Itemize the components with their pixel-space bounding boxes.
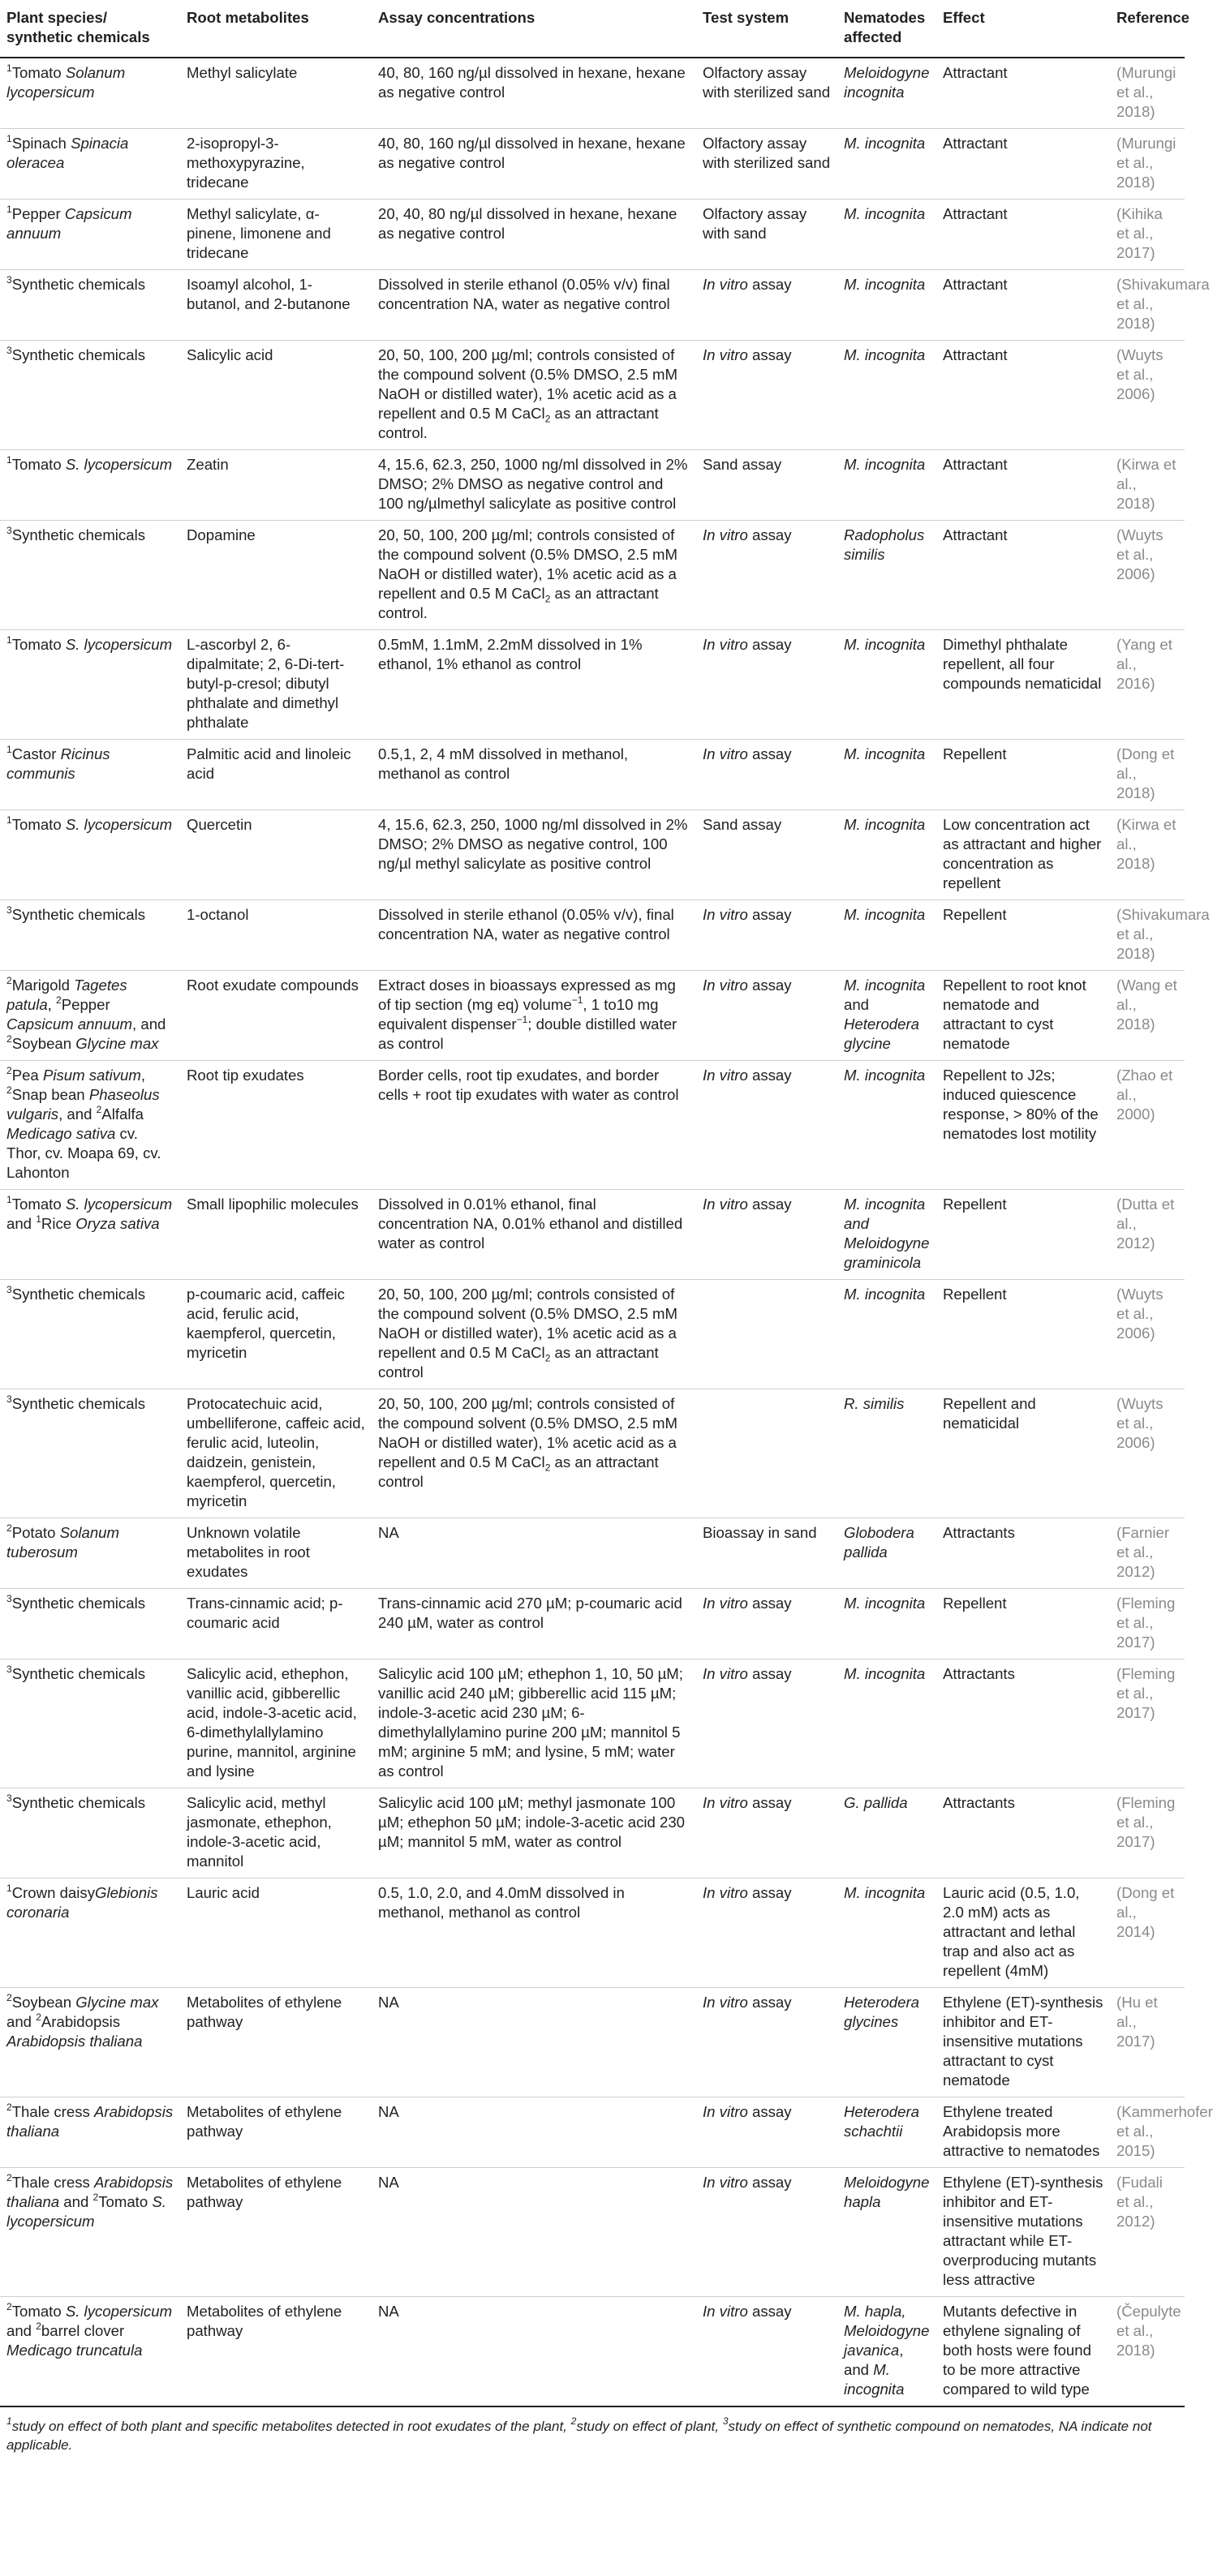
cell-reference: (Fudali et al., 2012) (1110, 2168, 1185, 2297)
cell-reference: (Murungi et al., 2018) (1110, 129, 1185, 200)
cell-effect: Ethylene (ET)-synthesis inhibitor and ET-insensitive mutations attractant while ET-overproducing mutants less attractive (936, 2168, 1110, 2297)
cell-assay-concentrations: 40, 80, 160 ng/µl dissolved in hexane, hexane as negative control (372, 58, 696, 129)
cell-nematodes-affected: M. incognita (837, 450, 936, 521)
cell-effect: Mutants defective in ethylene signaling of both hosts were found to be more attractive compared to wild type (936, 2297, 1110, 2407)
cell-assay-concentrations: Dissolved in sterile ethanol (0.05% v/v), final concentration NA, water as negative control (372, 900, 696, 971)
cell-effect: Repellent (936, 1280, 1110, 1389)
cell-root-metabolites: Small lipophilic molecules (180, 1190, 372, 1280)
cell-effect: Repellent (936, 900, 1110, 971)
cell-reference: (Dong et al., 2018) (1110, 740, 1185, 810)
cell-test-system: In vitro assay (696, 1878, 837, 1988)
cell-effect: Attractant (936, 341, 1110, 450)
table-row (0, 1061, 1185, 1190)
cell-plant-species: $^1$Pepper Capsicum annuum (0, 200, 180, 270)
cell-effect: Ethylene treated Arabidopsis more attractive to nematodes (936, 2097, 1110, 2168)
cell-plant-species: $^3$Synthetic chemicals (0, 1788, 180, 1878)
cell-root-metabolites: 1-octanol (180, 900, 372, 971)
cell-plant-species: $^1$Castor Ricinus communis (0, 740, 180, 810)
cell-assay-concentrations: Extract doses in bioassays expressed as mg of tip section (mg eq) volume$^{-1}$, 1 to10 mg equivalent dispenser$^{-1}$; double distilled water as control (372, 971, 696, 1061)
table-row (0, 1988, 1185, 2097)
cell-reference: (Kirwa et al., 2018) (1110, 810, 1185, 900)
cell-test-system: In vitro assay (696, 740, 837, 810)
table-row (0, 1190, 1185, 1280)
cell-plant-species: $^3$Synthetic chemicals (0, 1389, 180, 1518)
cell-reference: (Kirwa et al., 2018) (1110, 450, 1185, 521)
cell-assay-concentrations: 20, 50, 100, 200 µg/ml; controls consisted of the compound solvent (0.5% DMSO, 2.5 mM NaOH or distilled water), 1% acetic acid as a repellent and 0.5 M CaCl$_2$ as an attractant control (372, 1280, 696, 1389)
cell-effect: Attractant (936, 200, 1110, 270)
cell-plant-species: $^1$Tomato S. lycopersicum (0, 810, 180, 900)
cell-nematodes-affected: M. incognita (837, 270, 936, 341)
cell-root-metabolites: Salicylic acid, ethephon, vanillic acid, gibberellic acid, indole-3-acetic acid, 6-dimethylallylamino purine, mannitol, arginine and lysine (180, 1659, 372, 1788)
cell-plant-species: $^2$Thale cress Arabidopsis thaliana (0, 2097, 180, 2168)
cell-reference: (Hu et al., 2017) (1110, 1988, 1185, 2097)
cell-nematodes-affected: Radopholus similis (837, 521, 936, 630)
cell-assay-concentrations: Salicylic acid 100 µM; ethephon 1, 10, 50 µM; vanillic acid 240 µM; gibberellic acid 115 µM; indole-3-acetic acid 230 µM; 6-dimethylallylamino purine 200 µM; mannitol 5 mM; arginine 5 mM; and lysine, 5 mM; water as control (372, 1659, 696, 1788)
cell-plant-species: $^1$Tomato S. lycopersicum and $^1$Rice Oryza sativa (0, 1190, 180, 1280)
cell-test-system: In vitro assay (696, 1659, 837, 1788)
cell-nematodes-affected: M. incognita (837, 630, 936, 740)
cell-root-metabolites: Quercetin (180, 810, 372, 900)
cell-effect: Attractant (936, 270, 1110, 341)
cell-plant-species: $^2$Pea Pisum sativum, $^2$Snap bean Phaseolus vulgaris, and $^2$Alfalfa Medicago sativa cv. Thor, cv. Moapa 69, cv. Lahonton (0, 1061, 180, 1190)
cell-reference: (Yang et al., 2016) (1110, 630, 1185, 740)
cell-test-system: In vitro assay (696, 630, 837, 740)
cell-nematodes-affected: M. hapla, Meloidogyne javanica, and M. incognita (837, 2297, 936, 2407)
cell-test-system: In vitro assay (696, 2168, 837, 2297)
cell-test-system: Olfactory assay with sterilized sand (696, 58, 837, 129)
cell-reference: (Wuyts et al., 2006) (1110, 521, 1185, 630)
table-row (0, 740, 1185, 810)
cell-effect: Repellent (936, 740, 1110, 810)
table-row (0, 1518, 1185, 1589)
cell-nematodes-affected: M. incognita (837, 810, 936, 900)
cell-plant-species: $^3$Synthetic chemicals (0, 1659, 180, 1788)
table-row (0, 270, 1185, 341)
cell-nematodes-affected: M. incognita and Heterodera glycine (837, 971, 936, 1061)
cell-reference: (Wuyts et al., 2006) (1110, 1389, 1185, 1518)
cell-test-system: Olfactory assay with sand (696, 200, 837, 270)
cell-plant-species: $^3$Synthetic chemicals (0, 1589, 180, 1659)
cell-root-metabolites: Metabolites of ethylene pathway (180, 2297, 372, 2407)
cell-assay-concentrations: Border cells, root tip exudates, and border cells + root tip exudates with water as control (372, 1061, 696, 1190)
cell-nematodes-affected: M. incognita (837, 1878, 936, 1988)
cell-plant-species: $^2$Soybean Glycine max and $^2$Arabidopsis Arabidopsis thaliana (0, 1988, 180, 2097)
table-row (0, 1389, 1185, 1518)
cell-reference: (Shivakumara et al., 2018) (1110, 270, 1185, 341)
cell-reference: (Fleming et al., 2017) (1110, 1589, 1185, 1659)
table-row (0, 1589, 1185, 1659)
cell-root-metabolites: Methyl salicylate (180, 58, 372, 129)
cell-effect: Attractant (936, 58, 1110, 129)
cell-assay-concentrations: 20, 50, 100, 200 µg/ml; controls consisted of the compound solvent (0.5% DMSO, 2.5 mM NaOH or distilled water), 1% acetic acid as a repellent and 0.5 M CaCl$_2$ as an attractant control. (372, 521, 696, 630)
table-row (0, 630, 1185, 740)
header-effect: Effect (936, 0, 1110, 58)
table-row (0, 2097, 1185, 2168)
cell-effect: Low concentration act as attractant and higher concentration as repellent (936, 810, 1110, 900)
cell-plant-species: $^1$Tomato S. lycopersicum (0, 630, 180, 740)
cell-assay-concentrations: 0.5mM, 1.1mM, 2.2mM dissolved in 1% ethanol, 1% ethanol as control (372, 630, 696, 740)
cell-assay-concentrations: 0.5, 1.0, 2.0, and 4.0mM dissolved in methanol, methanol as control (372, 1878, 696, 1988)
table-footnote: $^1$study on effect of both plant and specific metabolites detected in root exudates of the plant, $^2$study on effect of plant, $^3$study on effect of synthetic compound on nematodes, NA indicate not applicable. (6, 2415, 1152, 2453)
cell-reference: (Dutta et al., 2012) (1110, 1190, 1185, 1280)
cell-root-metabolites: Trans-cinnamic acid; p-coumaric acid (180, 1589, 372, 1659)
cell-test-system: In vitro assay (696, 900, 837, 971)
cell-plant-species: $^1$Tomato Solanum lycopersicum (0, 58, 180, 129)
cell-nematodes-affected: M. incognita and Meloidogyne graminicola (837, 1190, 936, 1280)
header-plant-species: Plant species/ synthetic chemicals (0, 0, 180, 58)
cell-plant-species: $^3$Synthetic chemicals (0, 521, 180, 630)
cell-reference: (Dong et al., 2014) (1110, 1878, 1185, 1988)
cell-nematodes-affected: Globodera pallida (837, 1518, 936, 1589)
cell-reference: (Farnier et al., 2012) (1110, 1518, 1185, 1589)
cell-reference: (Fleming et al., 2017) (1110, 1659, 1185, 1788)
cell-root-metabolites: Salicylic acid, methyl jasmonate, ethephon, indole-3-acetic acid, mannitol (180, 1788, 372, 1878)
cell-test-system: In vitro assay (696, 971, 837, 1061)
cell-root-metabolites: 2-isopropyl-3-methoxypyrazine, tridecane (180, 129, 372, 200)
cell-test-system: In vitro assay (696, 2297, 837, 2407)
cell-assay-concentrations: 20, 40, 80 ng/µl dissolved in hexane, hexane as negative control (372, 200, 696, 270)
table-row (0, 521, 1185, 630)
cell-test-system (696, 1280, 837, 1389)
cell-root-metabolites: Root tip exudates (180, 1061, 372, 1190)
cell-plant-species: $^1$Tomato S. lycopersicum (0, 450, 180, 521)
cell-test-system: In vitro assay (696, 1788, 837, 1878)
cell-assay-concentrations: Trans-cinnamic acid 270 µM; p-coumaric acid 240 µM, water as control (372, 1589, 696, 1659)
cell-test-system: Sand assay (696, 450, 837, 521)
table-row (0, 1788, 1185, 1878)
table-row (0, 341, 1185, 450)
cell-assay-concentrations: 40, 80, 160 ng/µl dissolved in hexane, hexane as negative control (372, 129, 696, 200)
header-nematodes-affected: Nematodes affected (837, 0, 936, 58)
cell-root-metabolites: Root exudate compounds (180, 971, 372, 1061)
cell-test-system: In vitro assay (696, 270, 837, 341)
cell-test-system: In vitro assay (696, 521, 837, 630)
table-row (0, 1878, 1185, 1988)
cell-reference: (Kammerhofer et al., 2015) (1110, 2097, 1185, 2168)
cell-test-system: In vitro assay (696, 1988, 837, 2097)
cell-nematodes-affected: M. incognita (837, 129, 936, 200)
cell-assay-concentrations: 0.5,1, 2, 4 mM dissolved in methanol, methanol as control (372, 740, 696, 810)
cell-root-metabolites: Methyl salicylate, α-pinene, limonene and tridecane (180, 200, 372, 270)
cell-effect: Repellent to J2s; induced quiescence response, > 80% of the nematodes lost motility (936, 1061, 1110, 1190)
table-row (0, 810, 1185, 900)
cell-effect: Attractants (936, 1659, 1110, 1788)
cell-nematodes-affected: M. incognita (837, 1061, 936, 1190)
cell-root-metabolites: Salicylic acid (180, 341, 372, 450)
cell-reference: (Wang et al., 2018) (1110, 971, 1185, 1061)
cell-test-system: In vitro assay (696, 2097, 837, 2168)
cell-root-metabolites: Dopamine (180, 521, 372, 630)
cell-nematodes-affected: M. incognita (837, 740, 936, 810)
cell-reference: (Čepulyte et al., 2018) (1110, 2297, 1185, 2407)
cell-plant-species: $^3$Synthetic chemicals (0, 1280, 180, 1389)
cell-test-system: In vitro assay (696, 1190, 837, 1280)
cell-assay-concentrations: Dissolved in 0.01% ethanol, final concentration NA, 0.01% ethanol and distilled water as control (372, 1190, 696, 1280)
cell-assay-concentrations: Salicylic acid 100 µM; methyl jasmonate 100 µM; ethephon 50 µM; indole-3-acetic acid 230 µM; mannitol 5 mM, water as control (372, 1788, 696, 1878)
cell-root-metabolites: Isoamyl alcohol, 1-butanol, and 2-butanone (180, 270, 372, 341)
cell-reference: (Wuyts et al., 2006) (1110, 341, 1185, 450)
cell-assay-concentrations: 20, 50, 100, 200 µg/ml; controls consisted of the compound solvent (0.5% DMSO, 2.5 mM NaOH or distilled water), 1% acetic acid as a repellent and 0.5 M CaCl$_2$ as an attractant control (372, 1389, 696, 1518)
table-body (0, 58, 1213, 2406)
cell-effect: Repellent (936, 1589, 1110, 1659)
cell-test-system: In vitro assay (696, 341, 837, 450)
cell-plant-species: $^2$Potato Solanum tuberosum (0, 1518, 180, 1589)
cell-nematodes-affected: M. incognita (837, 341, 936, 450)
cell-plant-species: $^2$Tomato S. lycopersicum and $^2$barrel clover Medicago truncatula (0, 2297, 180, 2407)
cell-plant-species: $^3$Synthetic chemicals (0, 270, 180, 341)
cell-nematodes-affected: Heterodera glycines (837, 1988, 936, 2097)
cell-nematodes-affected: M. incognita (837, 1659, 936, 1788)
table-row (0, 1659, 1185, 1788)
cell-plant-species: $^3$Synthetic chemicals (0, 341, 180, 450)
table-header-row (0, 0, 1185, 58)
cell-nematodes-affected: M. incognita (837, 1280, 936, 1389)
cell-reference: (Fleming et al., 2017) (1110, 1788, 1185, 1878)
cell-test-system: In vitro assay (696, 1589, 837, 1659)
table-row (0, 2168, 1185, 2297)
table-row (0, 200, 1185, 270)
cell-nematodes-affected: M. incognita (837, 900, 936, 971)
cell-assay-concentrations: NA (372, 2097, 696, 2168)
cell-effect: Attractants (936, 1788, 1110, 1878)
header-test-system: Test system (696, 0, 837, 58)
cell-plant-species: $^2$Thale cress Arabidopsis thaliana and $^2$Tomato S. lycopersicum (0, 2168, 180, 2297)
cell-assay-concentrations: NA (372, 1988, 696, 2097)
cell-effect: Lauric acid (0.5, 1.0, 2.0 mM) acts as attractant and lethal trap and also act as repellent (4mM) (936, 1878, 1110, 1988)
header-reference: Reference (1110, 0, 1185, 58)
cell-reference: (Shivakumara et al., 2018) (1110, 900, 1185, 971)
cell-root-metabolites: Palmitic acid and linoleic acid (180, 740, 372, 810)
cell-effect: Repellent to root knot nematode and attractant to cyst nematode (936, 971, 1110, 1061)
cell-reference: (Zhao et al., 2000) (1110, 1061, 1185, 1190)
cell-test-system: In vitro assay (696, 1061, 837, 1190)
cell-nematodes-affected: G. pallida (837, 1788, 936, 1878)
cell-root-metabolites: Protocatechuic acid, umbelliferone, caffeic acid, ferulic acid, luteolin, daidzein, genistein, kaempferol, quercetin, myricetin (180, 1389, 372, 1518)
cell-effect: Attractant (936, 129, 1110, 200)
cell-nematodes-affected: Heterodera schachtii (837, 2097, 936, 2168)
header-root-metabolites: Root metabolites (180, 0, 372, 58)
table-row (0, 58, 1185, 129)
cell-root-metabolites: Zeatin (180, 450, 372, 521)
cell-effect: Attractant (936, 450, 1110, 521)
cell-root-metabolites: Unknown volatile metabolites in root exudates (180, 1518, 372, 1589)
cell-assay-concentrations: NA (372, 2297, 696, 2407)
cell-nematodes-affected: Meloidogyne hapla (837, 2168, 936, 2297)
table-row (0, 2297, 1185, 2407)
cell-effect: Ethylene (ET)-synthesis inhibitor and ET-insensitive mutations attractant to cyst nematode (936, 1988, 1110, 2097)
cell-root-metabolites: L-ascorbyl 2, 6-dipalmitate; 2, 6-Di-tert-butyl-p-cresol; dibutyl phthalate and dimethyl phthalate (180, 630, 372, 740)
cell-test-system: Olfactory assay with sterilized sand (696, 129, 837, 200)
cell-assay-concentrations: 4, 15.6, 62.3, 250, 1000 ng/ml dissolved in 2% DMSO; 2% DMSO as negative control and 100 ng/µlmethyl salicylate as positive control (372, 450, 696, 521)
table-row (0, 450, 1185, 521)
cell-plant-species: $^3$Synthetic chemicals (0, 900, 180, 971)
table-row (0, 971, 1185, 1061)
table-row (0, 129, 1185, 200)
cell-root-metabolites: Metabolites of ethylene pathway (180, 2168, 372, 2297)
cell-effect: Dimethyl phthalate repellent, all four compounds nematicidal (936, 630, 1110, 740)
cell-assay-concentrations: NA (372, 1518, 696, 1589)
cell-assay-concentrations: NA (372, 2168, 696, 2297)
cell-root-metabolites: Metabolites of ethylene pathway (180, 2097, 372, 2168)
header-assay-concentrations: Assay concentrations (372, 0, 696, 58)
cell-plant-species: $^2$Marigold Tagetes patula, $^2$Pepper Capsicum annuum, and $^2$Soybean Glycine max (0, 971, 180, 1061)
cell-root-metabolites: p-coumaric acid, caffeic acid, ferulic acid, kaempferol, quercetin, myricetin (180, 1280, 372, 1389)
table-row (0, 1280, 1185, 1389)
cell-reference: (Kihika et al., 2017) (1110, 200, 1185, 270)
cell-effect: Attractants (936, 1518, 1110, 1589)
cell-assay-concentrations: 4, 15.6, 62.3, 250, 1000 ng/ml dissolved in 2% DMSO; 2% DMSO as negative control, 100 ng/µl methyl salicylate as positive control (372, 810, 696, 900)
cell-assay-concentrations: Dissolved in sterile ethanol (0.05% v/v) final concentration NA, water as negative control (372, 270, 696, 341)
cell-nematodes-affected: M. incognita (837, 1589, 936, 1659)
cell-test-system: Sand assay (696, 810, 837, 900)
cell-nematodes-affected: M. incognita (837, 200, 936, 270)
cell-reference: (Murungi et al., 2018) (1110, 58, 1185, 129)
table-row (0, 900, 1185, 971)
cell-nematodes-affected: Meloidogyne incognita (837, 58, 936, 129)
cell-root-metabolites: Metabolites of ethylene pathway (180, 1988, 372, 2097)
cell-assay-concentrations: 20, 50, 100, 200 µg/ml; controls consisted of the compound solvent (0.5% DMSO, 2.5 mM NaOH or distilled water), 1% acetic acid as a repellent and 0.5 M CaCl$_2$ as an attractant control. (372, 341, 696, 450)
cell-plant-species: $^1$Crown daisyGlebionis coronaria (0, 1878, 180, 1988)
cell-effect: Repellent and nematicidal (936, 1389, 1110, 1518)
cell-test-system: Bioassay in sand (696, 1518, 837, 1589)
cell-nematodes-affected: R. similis (837, 1389, 936, 1518)
cell-plant-species: $^1$Spinach Spinacia oleracea (0, 129, 180, 200)
cell-test-system (696, 1389, 837, 1518)
cell-effect: Attractant (936, 521, 1110, 630)
cell-effect: Repellent (936, 1190, 1110, 1280)
cell-reference: (Wuyts et al., 2006) (1110, 1280, 1185, 1389)
cell-root-metabolites: Lauric acid (180, 1878, 372, 1988)
